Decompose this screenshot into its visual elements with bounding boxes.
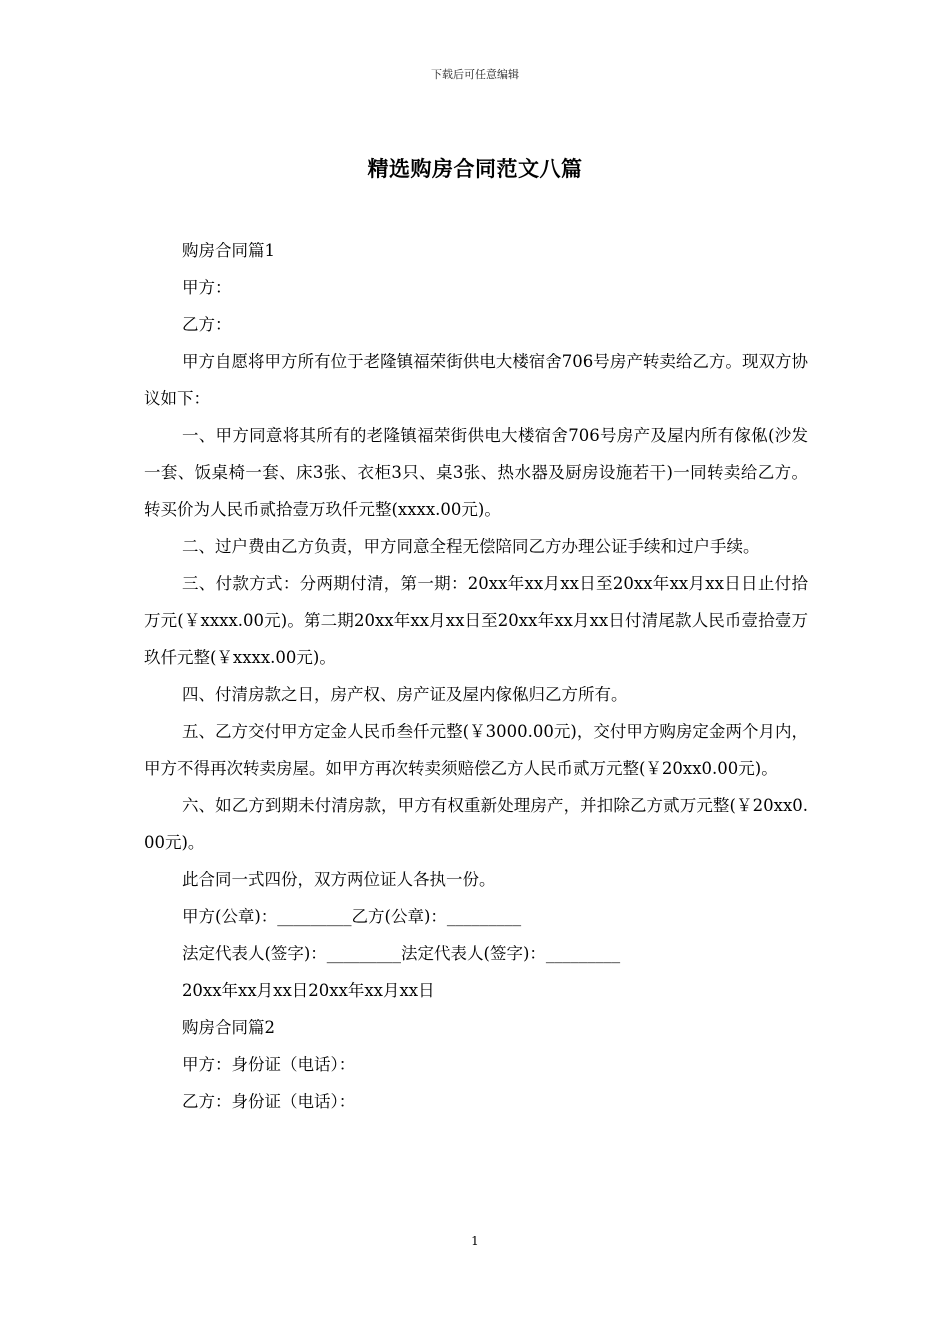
document-body (144, 232, 808, 1120)
date-line: 20xx年xx月xx日20xx年xx月xx日 (181, 981, 435, 1000)
party-a-id-line: 甲方：身份证（电话）： (181, 1055, 356, 1074)
clause-6: 六、如乙方到期未付清房款，甲方有权重新处理房产，并扣除乙方贰万元整(￥20xx0.00元)。 (144, 796, 808, 852)
intro-paragraph: 甲方自愿将甲方所有位于老隆镇福荣街供电大楼宿舍706号房产转卖给乙方。现双方协议如下： (144, 352, 808, 408)
party-b-id-line: 乙方：身份证（电话）： (181, 1092, 356, 1111)
clause-4: 四、付清房款之日，房产权、房产证及屋内傢俬归乙方所有。 (181, 685, 628, 704)
page-header-note: 下载后可任意编辑 (431, 68, 519, 81)
document-title: 精选购房合同范文八篇 (367, 156, 583, 181)
section-heading-contract-2: 购房合同篇2 (181, 1018, 275, 1037)
seal-line: 甲方(公章)：_________乙方(公章)：_________ (181, 907, 522, 926)
clause-5: 五、乙方交付甲方定金人民币叁仟元整(￥3000.00元)，交付甲方购房定金两个月内，甲方不得再次转卖房屋。如甲方再次转卖须赔偿乙方人民币贰万元整(￥20xx0.00元)。 (144, 722, 808, 778)
clause-2: 二、过户费由乙方负责，甲方同意全程无偿陪同乙方办理公证手续和过户手续。 (181, 537, 760, 556)
copies-statement: 此合同一式四份，双方两位证人各执一份。 (181, 870, 496, 889)
signature-line: 法定代表人(签字)：_________法定代表人(签字)：_________ (181, 944, 621, 963)
party-a-line: 甲方： (181, 278, 232, 297)
page-number: 1 (471, 1234, 479, 1248)
clause-1: 一、甲方同意将其所有的老隆镇福荣街供电大楼宿舍706号房产及屋内所有傢俬(沙发一套、饭桌椅一套、床3张、衣柜3只、桌3张、热水器及厨房设施若干)一同转卖给乙方。转买价为人民币贰拾壹万玖仟元整(xxxx.00元)。 (144, 426, 808, 519)
party-b-line: 乙方： (181, 315, 232, 334)
section-heading-contract-1: 购房合同篇1 (181, 241, 275, 260)
clause-3: 三、付款方式：分两期付清，第一期：20xx年xx月xx日至20xx年xx月xx日日止付拾万元(￥xxxx.00元)。第二期20xx年xx月xx日至20xx年xx月xx日付清尾款人民币壹拾壹万玖仟元整(￥xxxx.00元)。 (144, 574, 808, 667)
